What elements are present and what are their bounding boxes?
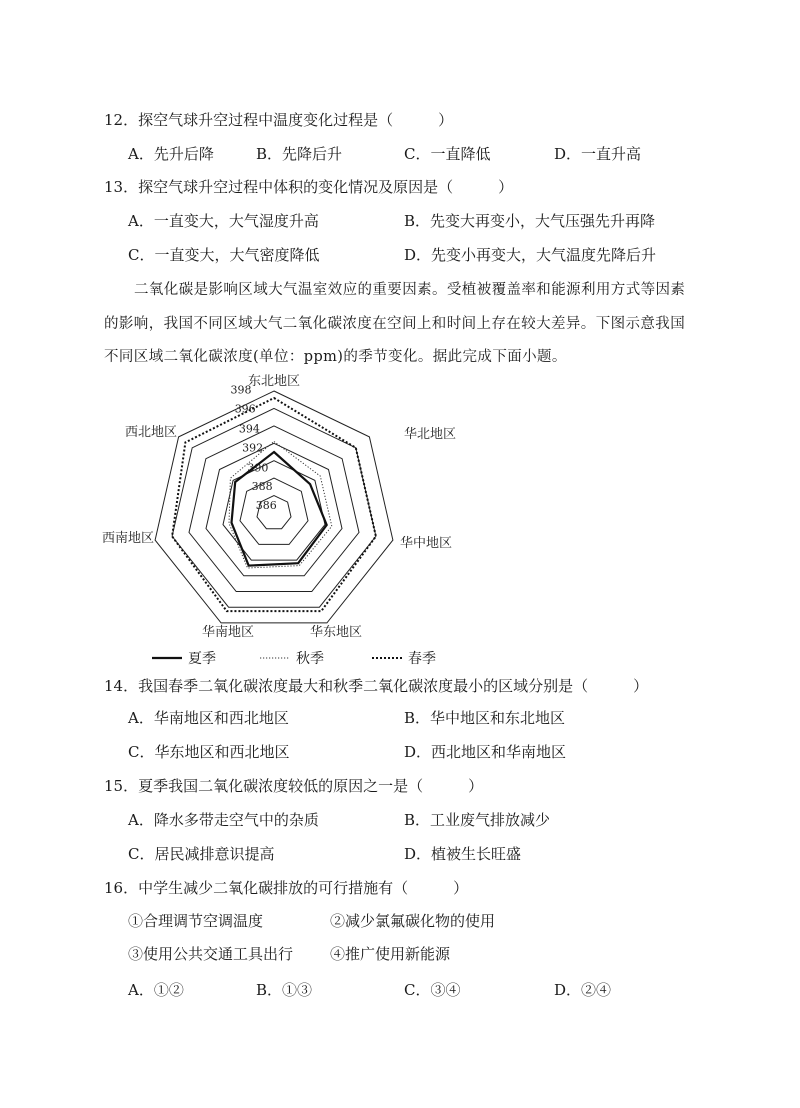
radar-ring-label-386: 386 [255, 499, 277, 513]
legend-summer-label: 夏季 [188, 651, 216, 667]
radar-series-1 [229, 442, 332, 569]
question-13-option-a[interactable]: A．一直变大，大气湿度升高 [128, 212, 319, 230]
question-15-option-d[interactable]: D．植被生长旺盛 [404, 845, 522, 863]
radar-ring-label-394: 394 [238, 422, 260, 436]
radar-category-label-5: 西南地区 [101, 531, 154, 546]
radar-ring-label-396: 396 [234, 402, 256, 416]
question-15-option-b[interactable]: B．工业废气排放减少 [404, 811, 551, 829]
question-16-item-1: ①合理调节空调温度 [128, 912, 264, 930]
question-12-option-b[interactable]: B．先降后升 [256, 145, 343, 163]
question-16-item-2: ②减少氯氟碳化物的使用 [330, 912, 496, 930]
legend-autumn [260, 648, 324, 668]
radar-category-label-3: 华东地区 [309, 625, 363, 640]
legend-autumn-label: 秋季 [296, 651, 324, 667]
question-16-item-4: ④推广使用新能源 [330, 945, 451, 963]
question-13-option-d[interactable]: D．先变小再变大，大气温度先降后升 [404, 246, 657, 264]
radar-ring-label-398: 398 [230, 383, 252, 397]
question-12-option-c[interactable]: C．一直降低 [404, 145, 491, 163]
question-13-option-c[interactable]: C．一直变大，大气密度降低 [128, 246, 320, 264]
legend-summer [152, 648, 216, 668]
radar-ring-label-390: 390 [247, 461, 269, 475]
legend-autumn-swatch [260, 656, 290, 660]
question-14-option-c[interactable]: C．华东地区和西北地区 [128, 743, 290, 761]
passage-line-3: 不同区域二氧化碳浓度(单位：ppm)的季节变化。据此完成下面小题。 [104, 349, 567, 365]
radar-ring-label-392: 392 [242, 441, 264, 455]
question-16-option-a[interactable]: A．①② [128, 981, 184, 999]
radar-category-label-0: 东北地区 [247, 374, 301, 389]
co2-radar-chart [100, 368, 480, 648]
question-16-option-b[interactable]: B．①③ [256, 981, 313, 999]
question-14-option-d[interactable]: D．西北地区和华南地区 [404, 743, 567, 761]
question-13-option-b[interactable]: B．先变大再变小，大气压强先升再降 [404, 212, 656, 230]
legend-spring [372, 648, 436, 668]
question-15-option-a[interactable]: A．降水多带走空气中的杂质 [128, 811, 319, 829]
question-12-option-a[interactable]: A．先升后降 [128, 145, 214, 163]
question-12-stem: 12．探空气球升空过程中温度变化过程是（ ） [104, 111, 454, 129]
question-16-option-c[interactable]: C．③④ [404, 981, 461, 999]
radar-category-label-6: 西北地区 [124, 425, 177, 440]
legend-summer-swatch [152, 656, 182, 660]
question-16-option-d[interactable]: D．②④ [554, 981, 612, 999]
radar-category-label-1: 华北地区 [404, 427, 457, 442]
question-16-stem: 16．中学生减少二氧化碳排放的可行措施有（ ） [104, 879, 469, 897]
radar-series-0 [232, 452, 327, 566]
legend-spring-swatch [372, 656, 402, 660]
legend-spring-label: 春季 [408, 651, 436, 667]
passage-line-2: 的影响，我国不同区域大气二氧化碳浓度在空间上和时间上存在较大差异。下图示意我国 [104, 316, 686, 332]
question-12-option-d[interactable]: D．一直升高 [554, 145, 642, 163]
question-13-stem: 13．探空气球升空过程中体积的变化情况及原因是（ ） [104, 178, 514, 196]
question-16-item-3: ③使用公共交通工具出行 [128, 945, 294, 963]
passage-line-1: 二氧化碳是影响区域大气温室效应的重要因素。受植被覆盖率和能源利用方式等因素 [134, 282, 686, 298]
question-14-option-a[interactable]: A．华南地区和西北地区 [128, 709, 289, 727]
question-15-stem: 15．夏季我国二氧化碳浓度较低的原因之一是（ ） [104, 777, 484, 795]
question-14-option-b[interactable]: B．华中地区和东北地区 [404, 709, 566, 727]
question-15-option-c[interactable]: C．居民减排意识提高 [128, 845, 275, 863]
question-14-stem: 14．我国春季二氧化碳浓度最大和秋季二氧化碳浓度最小的区域分别是（ ） [104, 677, 649, 695]
radar-category-label-4: 华南地区 [201, 625, 255, 640]
radar-ring-label-388: 388 [251, 480, 273, 494]
radar-category-label-2: 华中地区 [400, 536, 453, 551]
